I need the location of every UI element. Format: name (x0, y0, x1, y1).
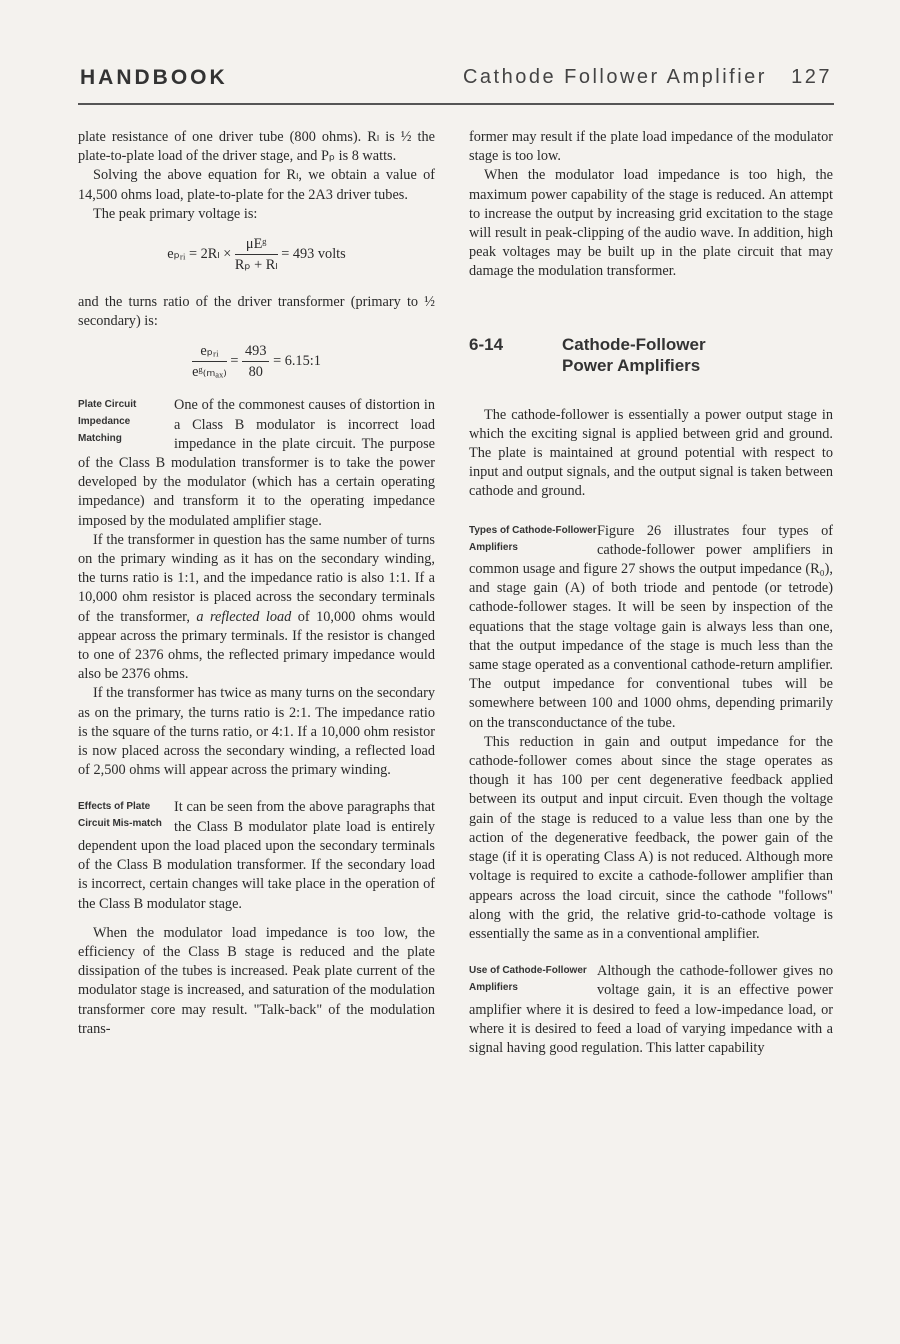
paragraph: former may result if the plate load impedance of the modulator stage is too low. (469, 129, 833, 165)
paragraph: This reduction in gain and output impedance for the cathode-follower comes about since the stage operates as though it has 100 per cent degenerative feedback applied between its output and input circuit. Even though the voltage gain of the stage is reduced to a value less than one by the action of the degenerative feedback, the power gain of the stage (if it is operating Class A) is not reduced. Although more voltage is required to excite a cathode-follower amplifier than appears across the load circuit, since the cathode "follows" along with the grid, the relative grid-to-cathode voltage is essentially the same as in a conventional amplifier. (469, 733, 833, 942)
equation-denominator: Rₚ + Rₗ (234, 257, 278, 274)
equation-turns-ratio: $\frac{\text{eₚᵣᵢ}}{\text{eᵍ₍ₘₐₓ₎}}$ = $\frac{493}{80}$ = 6.15:1 (192, 343, 321, 381)
paragraph: When the modulator load impedance is too low, the efficiency of the Class B stage is reduced and the plate dissipation of the tubes is increased. Peak plate current of the modulator stage is increased, and saturation of the modulation transformer core may result. "Talk-back" of the modulation trans- (78, 924, 435, 1037)
subsection-plate-circuit-impedance-matching (78, 396, 435, 530)
paragraph: Although the cathode-follower gives no voltage gain, it is an effective power amplifier where it is desired to feed a low-impedance load, or where it is desired to feed a load of varying impedance with a signal having good regulation. This latter capability (469, 963, 833, 1056)
equation-rhs: = 6.15:1 (273, 353, 321, 370)
equation-fraction (192, 341, 227, 382)
paragraph: If the transformer in question has the same number of turns on the primary winding as it has on the secondary winding, the turns ratio is 1:1, and the impedance ratio is also 1:1. If a 10,000 ohm resistor is placed across the secondary terminals of the transformer, a reflected load of 10,000 ohms would appear across the primary terminals. If the resistor is changed to one of 2376 ohms, the reflected primary impedance would also be 2376 ohms. (78, 531, 435, 683)
equation-numerator: 493 (242, 341, 269, 362)
paragraph: Figure 26 illustrates four types of cathode-follower power amplifiers in common usage and figure 27 shows the output impedance (R₀), and stage gain (A) of both triode and pentode (or tetrode) cathode-follower stages. It will be seen by inspection of the equations that the stage voltage gain is always less than one, that the output impedance of the stage is much less than the same stage operated as a conventional cathode-return amplifier. The output impedance for conventional tubes will be somewhere between 100 and 1000 ohms, depending primarily on the transconductance of the tube. (469, 522, 833, 731)
equation-fraction (235, 234, 278, 275)
side-heading: Types of Cathode-Follower Amplifiers (469, 524, 597, 553)
paragraph: One of the commonest causes of distortion in a Class B modulator is incorrect load impedance in the plate circuit. The purpose of the Class B modulation transformer is to take the power developed by the modulator (which has a certain operating impedance) and transform it to the operating impedance imposed by the modulated amplifier stage. (78, 397, 435, 529)
left-column (78, 128, 435, 1039)
equation-rhs: = 493 volts (281, 245, 346, 262)
equation-denominator: eᵍ₍ₘₐₓ₎ (192, 364, 227, 381)
paragraph: plate resistance of one driver tube (800 ohms). Rₗ is ½ the plate-to-plate load of the driver stage, and Pₚ is 8 watts. (78, 129, 435, 165)
equation-numerator: eₚᵣᵢ (192, 341, 227, 362)
section-title: Cathode-Follower Power Amplifiers (562, 334, 706, 375)
section-heading (469, 334, 833, 376)
equation-peak-voltage (78, 234, 435, 275)
subsection-use-of-cathode-follower (469, 962, 833, 1058)
side-heading: Effects of Plate Circuit Mis-match (78, 801, 162, 830)
equation-lhs: eₚᵣᵢ = 2Rₗ × (167, 245, 232, 262)
paragraph: It can be seen from the above paragraphs that the Class B modulator plate load is entirely dependent upon the load placed upon the secondary terminals of the Class B modulation transformer. If the secondary load is incorrect, certain changes will take place in the operation of the Class B modulator stage. (78, 799, 435, 912)
paragraph: When the modulator load impedance is too high, the maximum power capability of the stage is reduced. An attempt to increase the output by increasing grid excitation to the stage will result in peak-clipping of the audio wave. In addition, high peak voltages may be built up in the plate circuit that may damage the modulation transformer. (469, 167, 833, 280)
page-number: 127 (791, 66, 832, 88)
header-left-title: HANDBOOK (80, 66, 228, 89)
equation-numerator: μEᵍ (235, 234, 278, 255)
paragraph: The peak primary voltage is: (93, 205, 258, 222)
subsection-effects-of-mismatch (78, 798, 435, 913)
paragraph: The cathode-follower is essentially a power output stage in which the exciting signal is applied between grid and ground. The plate is maintained at ground potential with respect to input and output signals, and the output signal is taken between cathode and ground. (469, 406, 833, 500)
side-heading: Use of Cathode-Follower Amplifiers (469, 965, 587, 994)
emphasis: a reflected load (196, 608, 292, 625)
header-rule (78, 103, 834, 105)
paragraph: and the turns ratio of the driver transformer (primary to ½ secondary) is: (78, 294, 435, 330)
subsection-types-of-cathode-follower (469, 522, 833, 733)
paragraph: If the transformer has twice as many turns on the secondary as on the primary, the turns ratio is 2:1. The impedance ratio is the square of the turns ratio, or 4:1. If a 10,000 ohm resistor is now placed across the secondary winding, a reflected load of 2,500 ohms will appear across the primary winding. (78, 685, 435, 779)
equation-denominator: 80 (248, 364, 263, 381)
equation-fraction (242, 341, 269, 382)
side-heading: Plate Circuit Impedance Matching (78, 399, 137, 445)
paragraph: Solving the above equation for Rₗ, we obtain a value of 14,500 ohms load, plate-to-plate for the 2A3 driver tubes. (78, 167, 435, 203)
section-number: 6-14 (469, 334, 504, 354)
header-right (463, 66, 832, 89)
right-column (469, 128, 833, 1058)
running-title: Cathode Follower Amplifier (462, 66, 767, 88)
